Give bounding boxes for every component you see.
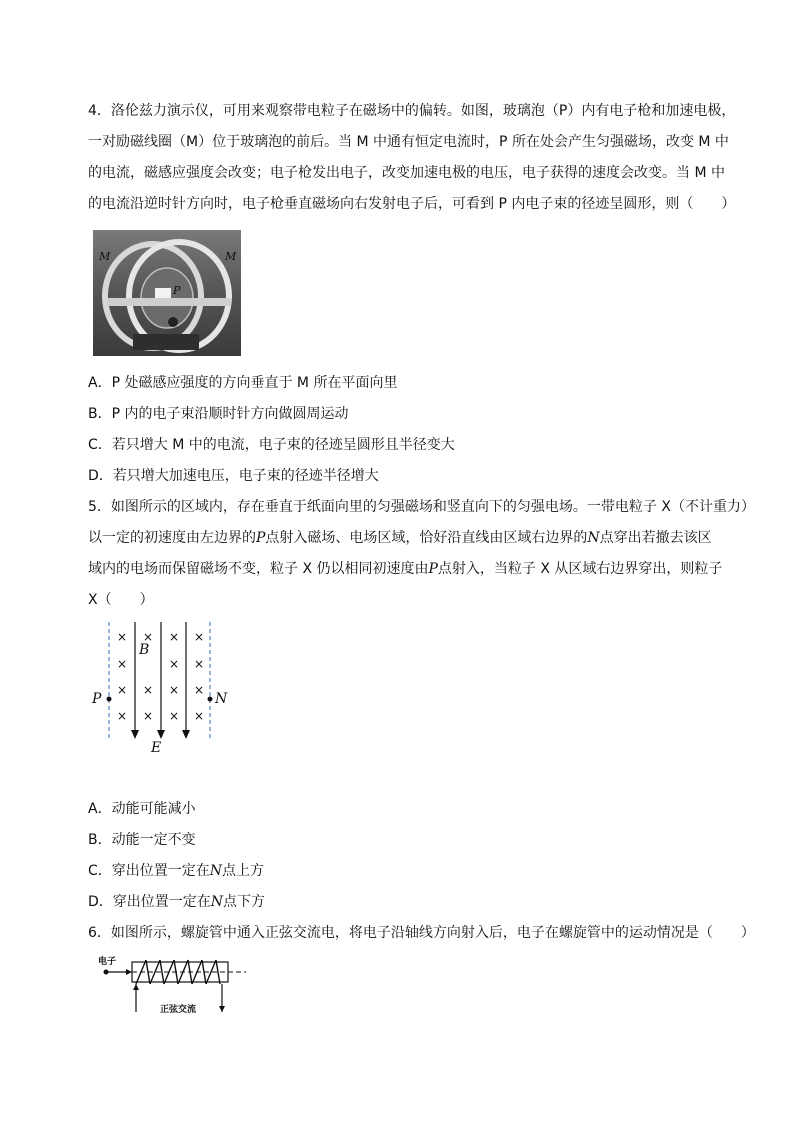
label-b: B (139, 642, 150, 658)
label-p: P (92, 691, 102, 707)
label-e: E (151, 740, 162, 756)
cross-mark: × (168, 630, 180, 644)
q6-line-1: 6．如图所示，螺旋管中通入正弦交流电，将电子沿轴线方向射入后，电子在螺旋管中的运动情况是（ ） (88, 925, 755, 941)
q5-option-a: A．动能可能减小 (88, 801, 196, 817)
cross-mark: × (142, 630, 154, 644)
solenoid-diagram (96, 950, 256, 1020)
photo-label-m-left: M (99, 250, 111, 263)
cross-mark: × (193, 709, 205, 723)
photo-label-m-right: M (225, 250, 237, 263)
q5-line-3: 域内的电场而保留磁场不变，粒子 X 仍以相同初速度由P点射入，当粒子 X 从区域右边界穿出，则粒子 (88, 561, 723, 577)
q5-option-b: B．动能一定不变 (88, 832, 196, 848)
q5-option-d: D．穿出位置一定在N点下方 (88, 894, 266, 910)
cross-mark: × (116, 709, 128, 723)
q4-line-2: 一对励磁线圈（M）位于玻璃泡的前后。当 M 中通有恒定电流时，P 所在处会产生匀强磁场，改变 M 中 (88, 134, 729, 150)
cross-mark: × (116, 683, 128, 697)
cross-mark: × (116, 657, 128, 671)
q4-option-c: C．若只增大 M 中的电流，电子束的径迹呈圆形且半径变大 (88, 437, 455, 453)
q4-option-a: A．P 处磁感应强度的方向垂直于 M 所在平面向里 (88, 375, 398, 391)
electron-label: 电子 (98, 957, 117, 967)
cross-mark: × (142, 683, 154, 697)
q4-option-d: D．若只增大加速电压，电子束的径迹半径增大 (88, 468, 379, 484)
q4-line-3: 的电流，磁感应强度会改变；电子枪发出电子，改变加速电极的电压，电子获得的速度会改变。当 M 中 (88, 165, 725, 181)
cross-mark: × (168, 709, 180, 723)
cross-mark: × (193, 630, 205, 644)
cross-mark: × (193, 683, 205, 697)
lorentz-demonstrator-photo (93, 230, 241, 356)
cross-mark: × (193, 657, 205, 671)
cross-mark: × (116, 630, 128, 644)
q5-line-2: 以一定的初速度由左边界的P点射入磁场、电场区域，恰好沿直线由区域右边界的N点穿出若撤去该区 (88, 530, 712, 546)
field-region-diagram (90, 618, 240, 758)
cross-mark: × (142, 709, 154, 723)
q5-line-1: 5．如图所示的区域内，存在垂直于纸面向里的匀强磁场和竖直向下的匀强电场。一带电粒子 X（不计重力） (88, 499, 755, 515)
q5-option-c: C．穿出位置一定在N点上方 (88, 863, 265, 879)
q4-line-4: 的电流沿逆时针方向时，电子枪垂直磁场向右发射电子后，可看到 P 内电子束的径迹呈圆形，则（ ） (88, 196, 736, 212)
ac-label: 正弦交流 (160, 1005, 197, 1015)
cross-mark: × (168, 657, 180, 671)
label-n: N (215, 691, 228, 707)
cross-mark: × (168, 683, 180, 697)
q4-option-b: B．P 内的电子束沿顺时针方向做圆周运动 (88, 406, 349, 422)
photo-label-p: P (173, 284, 181, 297)
q4-line-1: 4．洛伦兹力演示仪，可用来观察带电粒子在磁场中的偏转。如图，玻璃泡（P）内有电子枪和加速电极， (88, 103, 736, 119)
q5-line-4: X（ ） (88, 592, 154, 608)
